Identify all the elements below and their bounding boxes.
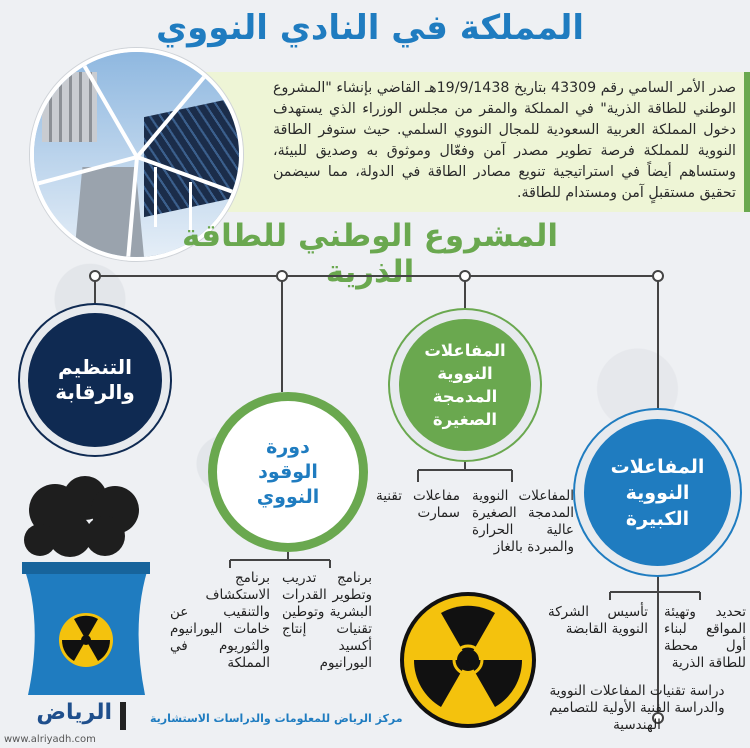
cooling-tower-icon — [0, 470, 175, 700]
logo-icon — [8, 700, 148, 734]
logo-text: الرياض — [36, 700, 112, 725]
branch-fuel-title: دورة الوقود النووي — [256, 435, 320, 508]
large-item-study: دراسة تقنيات المفاعلات النووية والدراسة الفنية الأولية للتصاميم الهندسية — [549, 683, 725, 733]
branch-smr-title: المفاعلات النووية المدمجة الصغيرة — [424, 341, 506, 429]
branch-regulation-title: التنظيم والرقابة — [55, 355, 135, 404]
radiation-symbol-icon — [398, 590, 538, 730]
footer-url[interactable]: www.alriyadh.com — [4, 734, 96, 745]
branch-large-title: المفاعلات النووية الكبيرة — [610, 455, 705, 530]
intro-text: صدر الأمر السامي رقم 43309 بتاريخ 19/9/1438هـ القاضي بإنشاء "المشروع الوطني للطاقة الذرية" في المملكة والمقر من مجلس الوزراء الذي يستهدف دخول المملكة العربية السعودية للمجال النووي السلمي. حيث ستوفر الطاقة النووية للمملكة فرصة تطوير مصدر آمن وفعّال وموثوق به وصديق للبيئة، وستساهم أيضاً في استراتيجية تنويع مصادر الطاقة في الدولة، مما سيضمن تحقيق مستقبلٍ آمن ومستدام للطاقة. — [273, 80, 737, 201]
branch-regulation — [20, 305, 170, 455]
fuel-item-exploration: برنامج الاستكشاف والتنقيب عن خامات اليورانيوم والثوريوم في المملكة — [170, 570, 270, 671]
branch-large-reactors — [575, 410, 740, 575]
branch-small-reactors — [390, 310, 540, 460]
fuel-item-training: برنامج تدريب وتطوير القدرات البشرية وتوطين تقنيات إنتاج أكسيد اليورانيوم — [282, 570, 372, 671]
smr-item-smart: مفاعلات تقنية سمارت — [376, 488, 460, 521]
large-item-holding: تأسيس الشركة النووية القابضة — [548, 604, 648, 637]
project-title: المشروع الوطني للطاقة الذرية — [181, 218, 559, 290]
smr-item-htgr: المفاعلات النووية المدمجة الصغيرة عالية الحرارة والمبردة بالغاز — [472, 488, 574, 555]
page-title: المملكة في النادي النووي — [155, 8, 585, 48]
branch-fuel-cycle — [208, 392, 368, 552]
large-item-sites: تحديد وتهيئة المواقع لبناء أول محطة للطاقة الذرية — [664, 604, 746, 671]
footer-center-name: مركز الرياض للمعلومات والدراسات الاستشارية — [150, 712, 403, 725]
